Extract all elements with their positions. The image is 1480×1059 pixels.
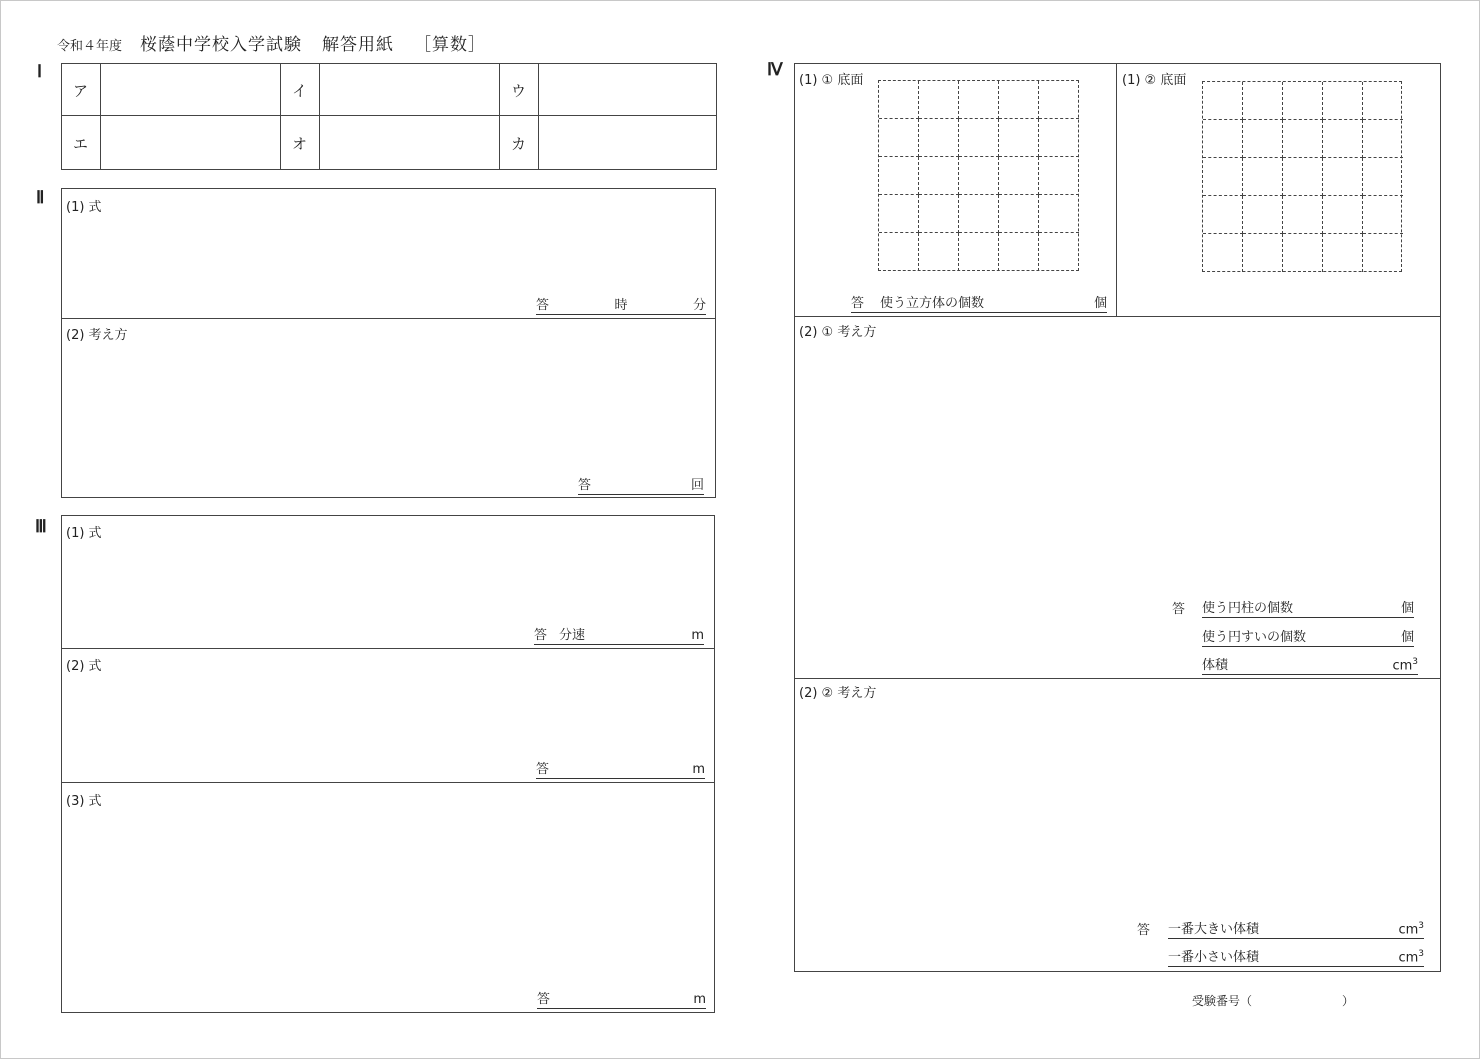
answer-cell-a[interactable] (102, 65, 279, 114)
cone-count-answer-line[interactable] (1202, 626, 1414, 647)
subject: ［算数］ (414, 35, 487, 55)
sheet-type: 解答用紙 (322, 35, 395, 55)
q3-1-answer-line[interactable] (534, 624, 704, 645)
cylinder-count-answer-line[interactable] (1202, 597, 1414, 618)
unit-meters: m (692, 762, 705, 777)
divider (794, 316, 1441, 317)
unit-cm3: $cm^3$ (1398, 920, 1424, 937)
q3-3-work-area[interactable] (64, 808, 714, 986)
unit-pieces: 個 (1400, 601, 1414, 616)
section-iii-numeral: Ⅲ (35, 517, 47, 536)
answer-prefix: 答 (851, 296, 865, 311)
cell-label-i: イ (292, 82, 308, 100)
section-ii-numeral: Ⅱ (36, 188, 45, 207)
q2-1-answer-line[interactable] (536, 294, 706, 315)
divider (538, 63, 539, 170)
unit-meters: m (693, 992, 706, 1007)
divider (61, 782, 715, 783)
q4-2-1-label: (2) ① 考え方 (799, 325, 877, 340)
q4-1-1-label: (1) ① 底面 (799, 73, 864, 88)
exam-year: 令和４年度 (57, 39, 123, 54)
q3-2-label: (2) 式 (66, 659, 102, 674)
answer-cell-ka[interactable] (540, 117, 716, 169)
q4-1-2-base-grid[interactable] (1202, 81, 1402, 272)
answer-prefix: 答 (536, 298, 550, 313)
divider (499, 63, 500, 170)
answer-cell-u[interactable] (540, 65, 716, 114)
max-volume-answer-line[interactable] (1168, 918, 1424, 939)
cell-label-ka: カ (511, 135, 527, 153)
page-title (57, 30, 486, 55)
divider (100, 63, 101, 170)
exam-number-close: ） (1342, 994, 1355, 1008)
divider (61, 318, 716, 319)
volume-label: 体積 (1202, 658, 1229, 673)
answer-prefix: 答 (1137, 923, 1151, 938)
unit-hours: 時 (614, 298, 628, 313)
exam-number (1192, 992, 1354, 1009)
max-volume-label: 一番大きい体積 (1168, 922, 1260, 937)
min-volume-answer-line[interactable] (1168, 946, 1424, 967)
q2-2-label: (2) 考え方 (66, 328, 128, 343)
cell-label-a: ア (73, 82, 89, 100)
volume-answer-line[interactable] (1202, 654, 1418, 675)
answer-speed-label: 分速 (559, 628, 586, 643)
exam-number-label: 受験番号（ (1192, 994, 1253, 1008)
q4-2-2-work-area[interactable] (797, 702, 1439, 912)
q4-1-1-answer-line[interactable] (851, 292, 1107, 313)
unit-times: 回 (690, 478, 704, 493)
q3-3-label: (3) 式 (66, 794, 102, 809)
unit-pieces: 個 (1093, 296, 1107, 311)
q2-1-label: (1) 式 (66, 200, 102, 215)
divider (61, 115, 717, 116)
cone-count-label: 使う円すいの個数 (1202, 630, 1307, 645)
divider (280, 63, 281, 170)
answer-cell-e[interactable] (102, 117, 279, 169)
q2-2-answer-line[interactable] (578, 474, 704, 495)
divider (319, 63, 320, 170)
cell-label-u: ウ (511, 82, 527, 100)
q2-2-work-area[interactable] (64, 343, 714, 471)
section-iv-numeral: Ⅳ (767, 60, 783, 79)
q4-1-2-label: (1) ② 底面 (1122, 73, 1187, 88)
section-i-numeral: Ⅰ (37, 62, 43, 81)
answer-prefix: 答 (537, 992, 551, 1007)
unit-cm3: $cm^3$ (1398, 948, 1424, 965)
answer-prefix: 答 (536, 762, 550, 777)
divider (794, 678, 1441, 679)
unit-meters: m (691, 628, 704, 643)
q3-1-label: (1) 式 (66, 526, 102, 541)
cell-label-o: オ (292, 135, 308, 153)
cylinder-count-label: 使う円柱の個数 (1202, 601, 1294, 616)
unit-cm3: $cm^3$ (1392, 656, 1418, 673)
min-volume-label: 一番小さい体積 (1168, 950, 1260, 965)
answer-prefix: 答 (534, 628, 548, 643)
q4-2-1-work-area[interactable] (797, 340, 1439, 590)
q3-2-answer-line[interactable] (536, 758, 705, 779)
answer-cell-i[interactable] (321, 65, 498, 114)
cube-count-label: 使う立方体の個数 (880, 296, 985, 311)
unit-minutes: 分 (692, 298, 706, 313)
answer-prefix: 答 (1172, 602, 1186, 617)
divider (61, 648, 715, 649)
q2-1-work-area[interactable] (64, 215, 714, 293)
unit-pieces: 個 (1400, 630, 1414, 645)
q3-1-work-area[interactable] (64, 540, 714, 624)
q3-2-work-area[interactable] (64, 673, 714, 757)
divider (1116, 63, 1117, 316)
q4-1-1-base-grid[interactable] (878, 80, 1079, 271)
q4-2-2-label: (2) ② 考え方 (799, 686, 877, 701)
exam-name: 桜蔭中学校入学試験 (140, 35, 303, 55)
answer-cell-o[interactable] (321, 117, 498, 169)
q3-3-answer-line[interactable] (537, 988, 706, 1009)
answer-prefix: 答 (578, 478, 592, 493)
cell-label-e: エ (73, 135, 89, 153)
